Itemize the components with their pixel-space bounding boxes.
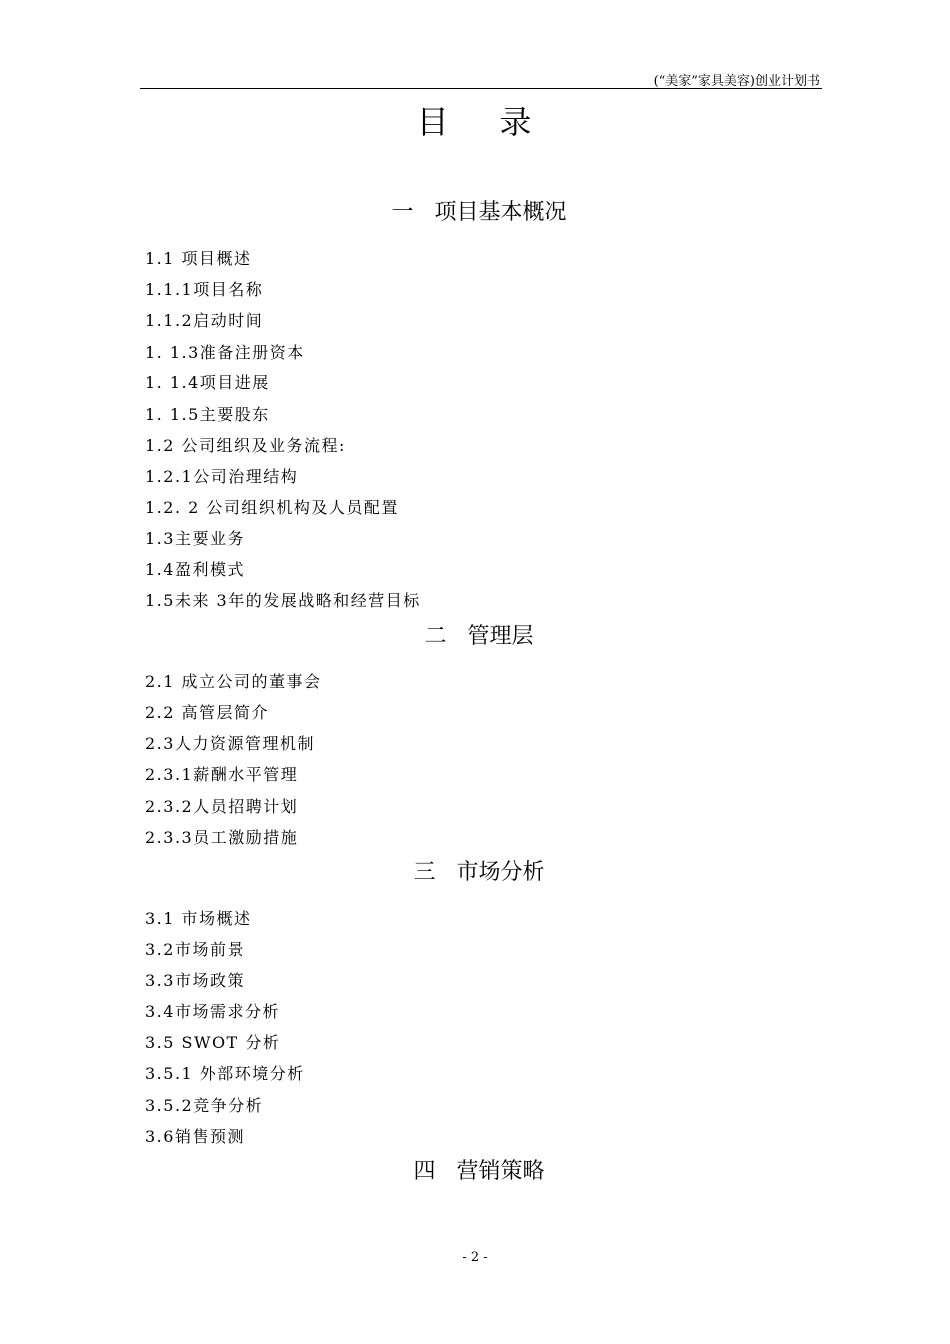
toc-entry[interactable]: 1.1.2启动时间 — [145, 311, 264, 330]
toc-title: 目 录 — [416, 103, 534, 141]
toc-entry[interactable]: 3.2市场前景 — [145, 940, 245, 959]
toc-entry[interactable]: 2.3人力资源管理机制 — [145, 734, 315, 753]
toc-entry[interactable]: 1.3主要业务 — [145, 529, 245, 548]
toc-entry[interactable]: 1.2.1公司治理结构 — [145, 467, 299, 486]
toc-entry[interactable]: 3.3市场政策 — [145, 971, 245, 990]
toc-entry[interactable]: 1.5未来 3年的发展战略和经营目标 — [145, 591, 421, 610]
header-rule — [140, 88, 822, 89]
toc-entry[interactable]: 2.2 高管层简介 — [145, 703, 270, 722]
toc-entry[interactable]: 2.3.3员工激励措施 — [145, 828, 299, 847]
toc-entry[interactable]: 1.4盈利模式 — [145, 560, 245, 579]
toc-entry[interactable]: 1. 1.5主要股东 — [145, 405, 270, 424]
section-heading-1: 一 项目基本概况 — [391, 200, 567, 225]
toc-entry[interactable]: 1. 1.3准备注册资本 — [145, 343, 305, 362]
toc-entry[interactable]: 1.1 项目概述 — [145, 249, 252, 268]
section-heading-2: 二 管理层 — [424, 624, 534, 649]
toc-entry[interactable]: 3.4市场需求分析 — [145, 1002, 280, 1021]
toc-entry[interactable]: 3.1 市场概述 — [145, 909, 252, 928]
toc-entry[interactable]: 1.2. 2 公司组织机构及人员配置 — [145, 498, 399, 517]
toc-entry[interactable]: 3.5.2竞争分析 — [145, 1096, 264, 1115]
toc-entry[interactable]: 2.3.2人员招聘计划 — [145, 797, 299, 816]
toc-entry[interactable]: 1.2 公司组织及业务流程: — [145, 436, 346, 455]
toc-entry[interactable]: 3.5.1 外部环境分析 — [145, 1064, 305, 1083]
toc-entry[interactable]: 3.5 SWOT 分析 — [145, 1033, 281, 1052]
toc-entry[interactable]: 1. 1.4项目进展 — [145, 373, 270, 392]
page-number: - 2 - — [462, 1250, 488, 1265]
section-heading-3: 三 市场分析 — [413, 860, 545, 885]
toc-entry[interactable]: 2.3.1薪酬水平管理 — [145, 765, 299, 784]
toc-entry[interactable]: 1.1.1项目名称 — [145, 280, 264, 299]
toc-entry[interactable]: 2.1 成立公司的董事会 — [145, 672, 322, 691]
section-heading-4: 四 营销策略 — [413, 1159, 545, 1184]
running-title: (“美家”家具美容)创业计划书 — [653, 74, 820, 89]
toc-entry[interactable]: 3.6销售预测 — [145, 1127, 245, 1146]
